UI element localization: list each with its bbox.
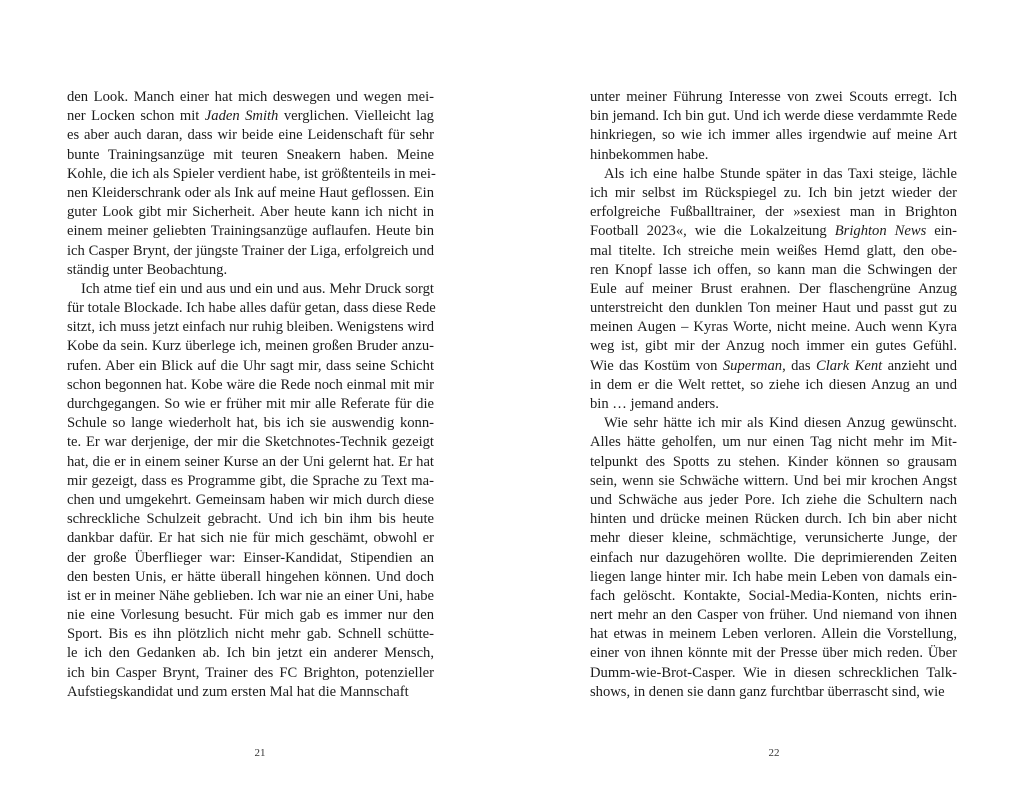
text-line: einfach nur dazugehören wollte. Die deprimierenden Zeiten [590, 549, 957, 566]
text-line: meinen Augen – Kyras Worte, nicht meine. Auch wenn Kyra [590, 319, 957, 336]
text-line: Als ich eine halbe Stunde später in das Taxi steige, lächle [604, 165, 957, 182]
text-line: in dem er die Welt rettet, so ziehe ich diesen Anzug an und [590, 376, 957, 393]
text-line: durchgegangen. So wie er früher mit mir alle Referate für die [67, 396, 434, 412]
text-line: nen Kleiderschrank oder als Ink auf meine Haut geflossen. Ein [67, 184, 434, 201]
page-number-right: 22 [768, 747, 780, 759]
text-line: ner Locken schon mit Jaden Smith verglichen. Vielleicht lag [67, 108, 434, 125]
text-line: Sport. Bis es ihn plötzlich nicht mehr gab. Schnell schütte- [67, 626, 434, 643]
text-line: Alles hätte geholfen, um nur einen Tag nicht mehr im Mit- [590, 434, 957, 451]
text-line: nert mehr an den Casper von früher. Und niemand von ihnen [590, 607, 957, 624]
text-line: unterstreicht den dunklen Ton meiner Haut und passt gut zu [590, 300, 957, 317]
text-line: chen und umgekehrt. Gemeinsam haben wir mich durch diese [67, 491, 434, 508]
text-line: ich mir selbst im Rückspiegel zu. Ich bin jetzt wieder der [590, 184, 957, 201]
text-line: liegen lange hinter mir. Ich habe mein Leben von damals ein- [590, 568, 957, 585]
text-line: mal titelte. Ich streiche mein weißes Hemd glatt, den obe- [590, 242, 957, 259]
text-line: ren Knopf lasse ich offen, so kann man die Schwingen der [590, 261, 957, 278]
text-line: Aufstiegskandidat und zum ersten Mal hat die Mannschaft [67, 683, 409, 700]
text-line: weg ist, gibt mir der Anzug noch immer ein gutes Gefühl. [590, 338, 957, 355]
text-line: mehr dieser kleine, schmächtige, verunsicherte Junge, der [590, 530, 957, 547]
text-line: es aber auch daran, dass wir beide eine Leidenschaft für sehr [67, 127, 434, 144]
text-line: hinbekommen habe. [590, 146, 709, 163]
text-line: telpunkt des Spotts zu stehen. Kinder können so grausam [590, 453, 957, 470]
left-page-text [67, 88, 434, 702]
text-line: hinten und drücke meinen Rücken durch. Ich bin aber nicht [590, 511, 957, 528]
text-line: guter Look gibt mir Sicherheit. Aber heute kann ich nicht in [67, 204, 434, 221]
text-line: unter meiner Führung Interesse von zwei Scouts erregt. Ich [590, 89, 957, 105]
text-line: bin jemand. Ich bin gut. Und ich werde diese verdammte Rede [590, 108, 957, 125]
text-line: Football 2023«, wie die Lokalzeitung Brighton News ein- [590, 223, 957, 240]
text-line: Wie das Kostüm von Superman, das Clark Kent anzieht und [590, 357, 957, 374]
text-line: erfolgreiche Fußballtrainer, der »sexiest man in Brighton [590, 204, 957, 221]
text-line: bunte Trainingsanzüge mit teuren Sneakern haben. Meine [67, 146, 434, 163]
text-line: ist er in meiner Nähe geblieben. Ich war nie an einer Uni, habe [67, 587, 434, 604]
text-line: schreckliche Schulzeit gebracht. Und ich bin ihm bis heute [67, 511, 434, 528]
text-line: shows, in denen sie dann ganz furchtbar überrascht sind, wie [590, 683, 945, 700]
text-line: sein, wenn sie Schwäche wittern. Und bei mir krochen Angst [590, 472, 957, 489]
text-line: hat, die er in einem seiner Kurse an der Uni gelernt hat. Er hat [67, 453, 434, 470]
text-line: einer von ihnen könnte mit der Presse über mich reden. Über [590, 645, 957, 662]
text-line: Schule so lange wiederholt hat, bis ich sie auswendig konn- [67, 415, 434, 432]
text-line: einem meiner geliebten Trainingsanzüge auflaufen. Heute bin [67, 223, 434, 240]
text-line: nie eine Vorlesung besucht. Für mich gab es immer nur den [67, 607, 434, 624]
text-line: ständig unter Beobachtung. [67, 261, 228, 278]
page-number-left: 21 [254, 747, 266, 759]
text-line: le ich den Gedanken ab. Ich bin jetzt ein anderer Mensch, [67, 645, 434, 662]
text-line: der große Überflieger war: Einser-Kandidat, Stipendien an [67, 549, 434, 566]
text-line: und Schwäche aus jeder Pore. Ich ziehe die Schultern nach [590, 491, 957, 508]
text-line: den Look. Manch einer hat mich deswegen und wegen mei- [67, 89, 434, 105]
text-line: für totale Blockade. Ich habe alles dafür getan, dass diese Rede [67, 300, 436, 317]
text-line: hinkriegen, so wie ich immer alles irgendwie auf meine Art [590, 127, 957, 144]
text-line: hat etwas in meinem Leben verloren. Allein die Vorstellung, [590, 626, 957, 643]
text-line: Kohle, die ich als Spieler verdient habe, ist größtenteils in mei- [67, 165, 436, 182]
text-line: bin … jemand anders. [590, 396, 719, 412]
right-page-text [590, 88, 957, 702]
text-line: ich bin Casper Brynt, Trainer des FC Brighton, potenzieller [67, 664, 434, 681]
text-line: ich Casper Brynt, der jüngste Trainer der Liga, erfolgreich und [67, 242, 434, 259]
text-line: Ich atme tief ein und aus und ein und aus. Mehr Druck sorgt [81, 280, 434, 297]
text-line: sitzt, ich muss jetzt einfach nur ruhig bleiben. Wenigstens wird [67, 319, 434, 336]
text-line: den besten Unis, er hätte überall hingehen können. Und doch [67, 568, 434, 585]
text-line: Kobe da sein. Kurz überlege ich, meinen großen Bruder anzu- [67, 338, 434, 355]
text-line: dankbar dafür. Er hat sich nie für mich geschämt, obwohl er [67, 530, 434, 547]
text-line: mir gezeigt, dass es Programme gibt, die Sprache zu Text ma- [67, 472, 434, 489]
text-line: Eule auf meiner Brust erahnen. Der flaschengrüne Anzug [590, 280, 957, 297]
text-line: rufen. Aber ein Blick auf die Uhr sagt mir, dass seine Schicht [67, 357, 434, 374]
text-line: te. Er war derjenige, der mir die Sketchnotes-Technik gezeigt [67, 434, 434, 451]
text-line: schon begonnen hat. Kobe wäre die Rede noch einmal mit mir [67, 376, 434, 393]
text-line: Dumm-wie-Brot-Casper. Wie in diesen schrecklichen Talk- [590, 664, 957, 681]
text-line: Wie sehr hätte ich mir als Kind diesen Anzug gewünscht. [604, 415, 957, 432]
text-line: fach gelöscht. Kontakte, Social-Media-Konten, nichts erin- [590, 587, 957, 604]
